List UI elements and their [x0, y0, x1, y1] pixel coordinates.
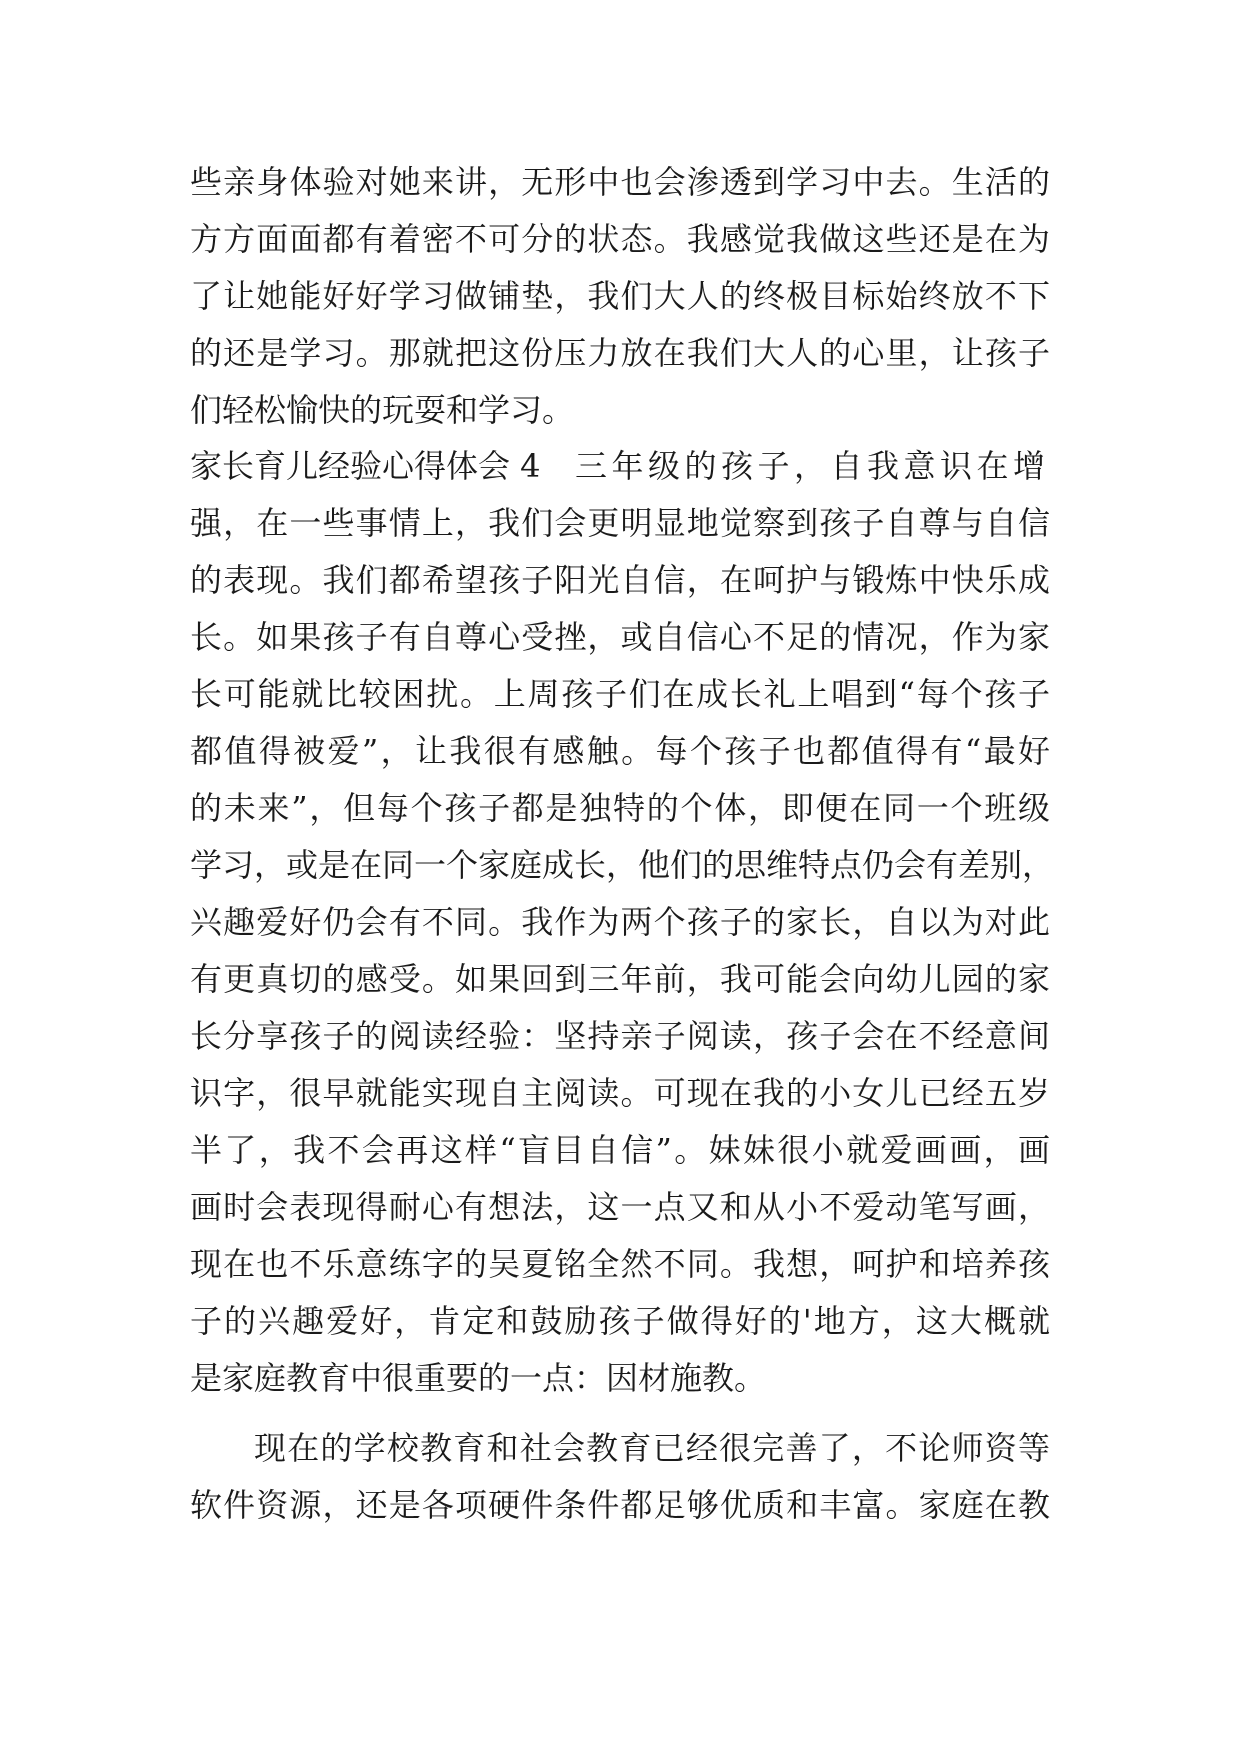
section-heading-line: [190, 446, 1050, 486]
paragraph-line: 子的兴趣爱好，肯定和鼓励孩子做得好的'地方，这大概就: [190, 1302, 1050, 1340]
paragraph-line: 了让她能好好学习做铺垫，我们大人的终极目标始终放不下: [190, 277, 1050, 315]
paragraph-line: 的未来”，但每个孩子都是独特的个体，即便在同一个班级: [190, 789, 1050, 827]
paragraph-line: 的表现。我们都希望孩子阳光自信，在呵护与锻炼中快乐成: [190, 561, 1050, 599]
paragraph-line: 现在也不乐意练字的吴夏铭全然不同。我想，呵护和培养孩: [190, 1245, 1050, 1283]
paragraph-line: 识字，很早就能实现自主阅读。可现在我的小女儿已经五岁: [190, 1074, 1050, 1112]
paragraph-line: 现在的学校教育和社会教育已经很完善了，不论师资等: [254, 1429, 1050, 1467]
paragraph-line: 强，在一些事情上，我们会更明显地觉察到孩子自尊与自信: [190, 504, 1050, 542]
paragraph-line: 长。如果孩子有自尊心受挫，或自信心不足的情况，作为家: [190, 618, 1050, 656]
section-heading: 家长育儿经验心得体会 4: [190, 447, 541, 485]
paragraph-line: 长分享孩子的阅读经验：坚持亲子阅读，孩子会在不经意间: [190, 1017, 1050, 1055]
paragraph-line: 些亲身体验对她来讲，无形中也会渗透到学习中去。生活的: [190, 163, 1050, 201]
paragraph-line: 兴趣爱好仍会有不同。我作为两个孩子的家长，自以为对此: [190, 903, 1050, 941]
paragraph-line: 长可能就比较困扰。上周孩子们在成长礼上唱到“每个孩子: [190, 675, 1050, 713]
paragraph-line: 们轻松愉快的玩耍和学习。: [190, 391, 575, 429]
paragraph-line: 有更真切的感受。如果回到三年前，我可能会向幼儿园的家: [190, 960, 1050, 998]
paragraph-line: 方方面面都有着密不可分的状态。我感觉我做这些还是在为: [190, 220, 1050, 258]
paragraph-line: 学习，或是在同一个家庭成长，他们的思维特点仍会有差别，: [190, 846, 1055, 884]
paragraph-line: 是家庭教育中很重要的一点：因材施教。: [190, 1359, 767, 1397]
paragraph-line: 的还是学习。那就把这份压力放在我们大人的心里，让孩子: [190, 334, 1050, 372]
paragraph-line: 都值得被爱”，让我很有感触。每个孩子也都值得有“最好: [190, 732, 1050, 770]
paragraph-line: 半了，我不会再这样“盲目自信”。妹妹很小就爱画画，画: [190, 1131, 1050, 1169]
paragraph-line: 画时会表现得耐心有想法，这一点又和从小不爱动笔写画，: [190, 1188, 1050, 1226]
paragraph-line: 三年级的孩子，自我意识在增: [575, 447, 1045, 485]
paragraph-line: 软件资源，还是各项硬件条件都足够优质和丰富。家庭在教: [190, 1486, 1050, 1524]
